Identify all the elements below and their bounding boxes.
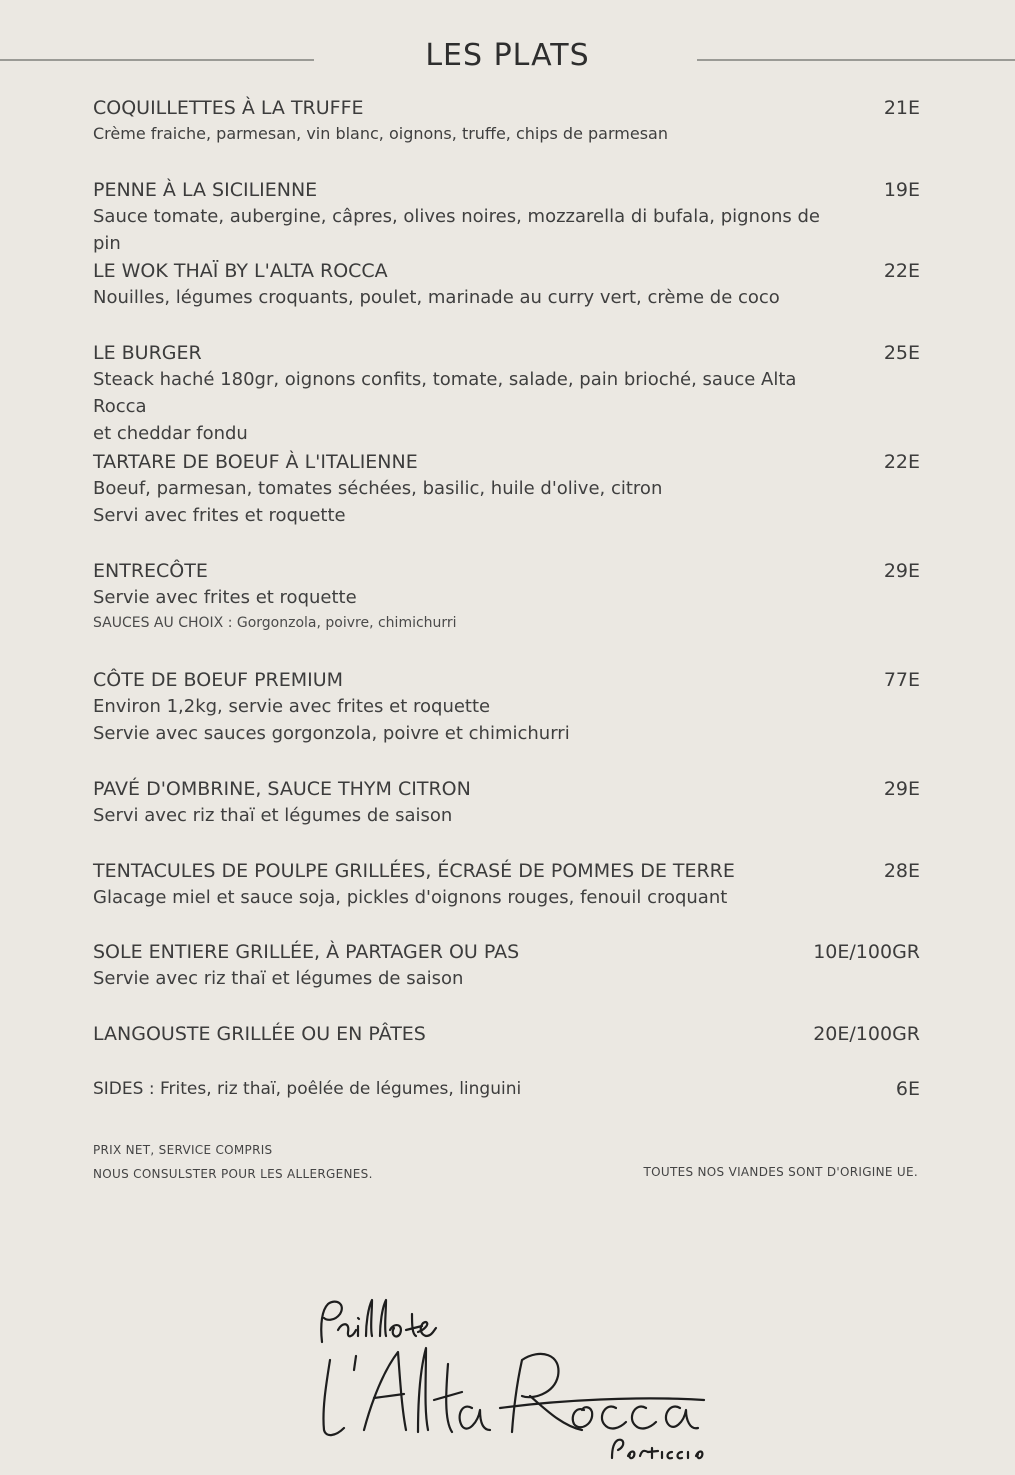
dish-price: 28E [883, 860, 920, 882]
dish-description: Nouilles, légumes croquants, poulet, marinade au curry vert, crème de coco [93, 287, 780, 308]
sides-price: 6E [895, 1078, 920, 1100]
dish-item [93, 95, 920, 147]
dish-name: LANGOUSTE GRILLÉE OU EN PÂTES [93, 1023, 426, 1045]
dish-description: Servie avec riz thaï et légumes de saison [93, 968, 464, 989]
dish-name: LE WOK THAÏ BY L'ALTA ROCCA [93, 260, 388, 282]
dish-item [93, 858, 920, 911]
footer-notes [93, 1138, 373, 1186]
dish-description: Servi avec frites et roquette [93, 505, 346, 526]
dish-note: SAUCES AU CHOIX : Gorgonzola, poivre, chimichurri [93, 615, 457, 631]
dish-price: 22E [883, 451, 920, 473]
dish-description: Sauce tomate, aubergine, câpres, olives noires, mozzarella di bufala, pignons de pin [93, 206, 820, 254]
dish-price: 29E [883, 560, 920, 582]
dish-price: 20E/100GR [813, 1023, 920, 1045]
footer-allergen-note: NOUS CONSULSTER POUR LES ALLERGENES. [93, 1167, 373, 1181]
dish-description: Servie avec sauces gorgonzola, poivre et chimichurri [93, 723, 570, 744]
dish-description: Servi avec riz thaï et légumes de saison [93, 805, 453, 826]
dish-price: 22E [883, 260, 920, 282]
footer-price-note: PRIX NET, SERVICE COMPRIS [93, 1143, 273, 1157]
dish-price: 21E [883, 97, 920, 119]
dish-item [93, 258, 920, 311]
dish-name: CÔTE DE BOEUF PREMIUM [93, 669, 344, 691]
dish-price: 25E [883, 342, 920, 364]
dish-item [93, 558, 920, 635]
dish-description: Servie avec frites et roquette [93, 587, 357, 608]
dish-item [93, 939, 920, 992]
dish-price: 77E [883, 669, 920, 691]
dish-price: 19E [883, 179, 920, 201]
footer-origin-note: TOUTES NOS VIANDES SONT D'ORIGINE UE. [643, 1165, 918, 1179]
dish-name: TENTACULES DE POULPE GRILLÉES, ÉCRASÉ DE POMMES DE TERRE [93, 860, 735, 882]
dish-item [93, 1021, 920, 1047]
dish-description: Glacage miel et sauce soja, pickles d'oignons rouges, fenouil croquant [93, 887, 728, 908]
dish-name: SOLE ENTIERE GRILLÉE, À PARTAGER OU PAS [93, 941, 520, 963]
dish-description: Environ 1,2kg, servie avec frites et roquette [93, 696, 491, 717]
restaurant-logo [300, 1290, 720, 1470]
dish-name: PAVÉ D'OMBRINE, SAUCE THYM CITRON [93, 778, 471, 800]
dish-description: Crème fraiche, parmesan, vin blanc, oignons, truffe, chips de parmesan [93, 124, 668, 143]
dish-name: PENNE À LA SICILIENNE [93, 179, 318, 201]
dish-item [93, 340, 920, 447]
dish-description: Boeuf, parmesan, tomates séchées, basilic, huile d'olive, citron [93, 478, 663, 499]
sides-row [93, 1076, 920, 1102]
dish-item [93, 177, 920, 257]
dish-name: TARTARE DE BOEUF À L'ITALIENNE [93, 451, 418, 473]
dish-name: COQUILLETTES À LA TRUFFE [93, 97, 364, 119]
sides-label: SIDES : Frites, riz thaï, poêlée de légumes, linguini [93, 1079, 522, 1099]
dish-price: 10E/100GR [813, 941, 920, 963]
dish-description: et cheddar fondu [93, 423, 248, 444]
dish-item [93, 449, 920, 529]
page-title: LES PLATS [425, 38, 590, 73]
dish-description: Steack haché 180gr, oignons confits, tomate, salade, pain brioché, sauce Alta Rocca [93, 369, 797, 417]
dish-name: ENTRECÔTE [93, 560, 208, 582]
dish-item [93, 776, 920, 829]
dish-name: LE BURGER [93, 342, 202, 364]
dish-item [93, 667, 920, 747]
dish-price: 29E [883, 778, 920, 800]
